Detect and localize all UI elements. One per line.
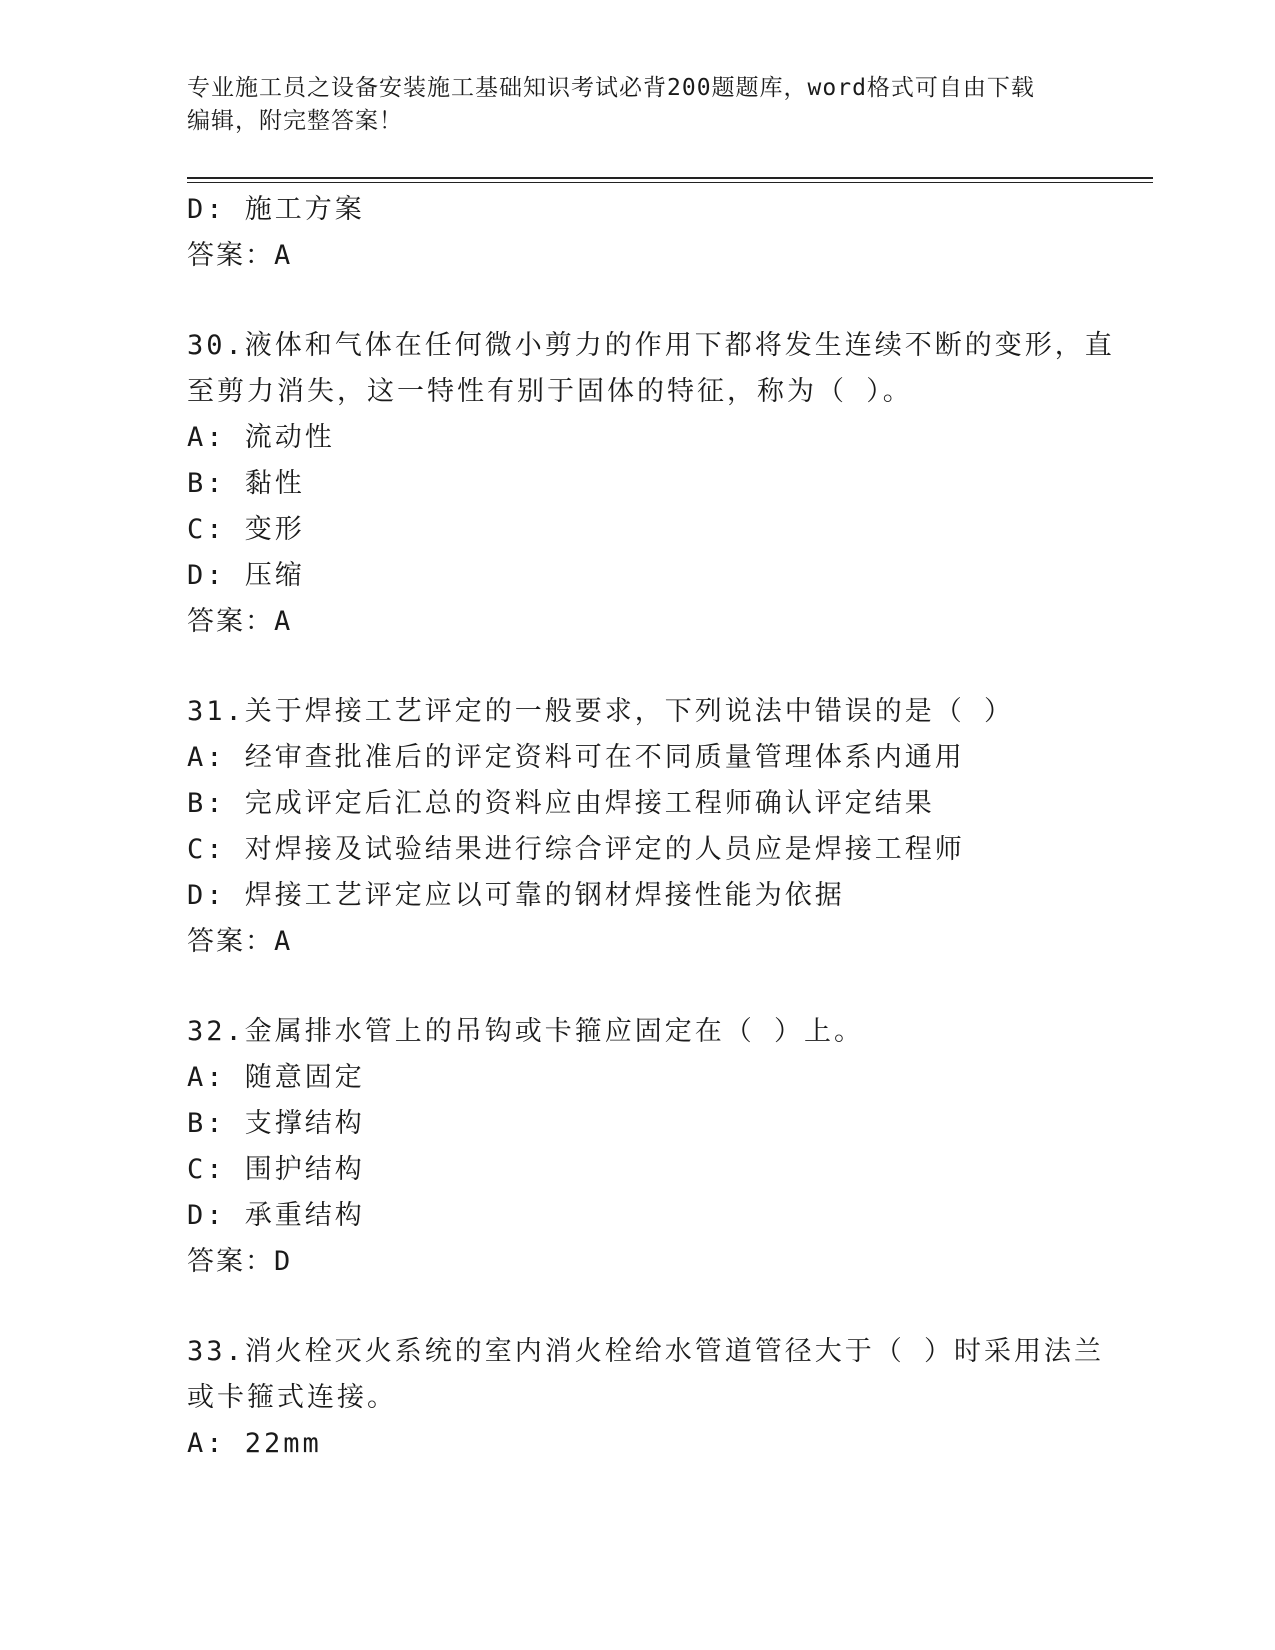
answer-label: 答案： xyxy=(187,1246,274,1277)
answer-label: 答案： xyxy=(187,606,274,637)
answer-value: D xyxy=(274,1246,294,1277)
question-stem: 30.液体和气体在任何微小剪力的作用下都将发生连续不断的变形，直 xyxy=(187,330,1115,361)
answer-line xyxy=(187,1239,1087,1285)
answer-value: A xyxy=(274,926,294,957)
option-b: B: 黏性 xyxy=(187,468,305,499)
option-d: D: 施工方案 xyxy=(187,194,365,225)
header-divider xyxy=(187,177,1153,179)
answer-line xyxy=(187,919,1087,965)
option-b: B: 支撑结构 xyxy=(187,1108,365,1139)
question-30 xyxy=(187,323,1115,645)
answer-value: A xyxy=(274,240,294,271)
question-stem: 33.消火栓灭火系统的室内消火栓给水管道管径大于（ ）时采用法兰 xyxy=(187,1336,1105,1367)
question-stem-continued: 或卡箍式连接。 xyxy=(187,1382,397,1413)
option-b: B: 完成评定后汇总的资料应由焊接工程师确认评定结果 xyxy=(187,788,935,819)
question-31 xyxy=(187,689,1087,965)
option-a: A: 流动性 xyxy=(187,422,335,453)
option-a: A: 经审查批准后的评定资料可在不同质量管理体系内通用 xyxy=(187,742,965,773)
question-33 xyxy=(187,1329,1105,1467)
option-a: A: 22mm xyxy=(187,1428,322,1459)
header-title-line-2: 编辑，附完整答案！ xyxy=(187,108,403,134)
answer-label: 答案： xyxy=(187,926,274,957)
answer-line xyxy=(187,233,1087,279)
option-c: C: 变形 xyxy=(187,514,305,545)
option-c: C: 对焊接及试验结果进行综合评定的人员应是焊接工程师 xyxy=(187,834,965,865)
answer-value: A xyxy=(274,606,294,637)
question-stem: 32.金属排水管上的吊钩或卡箍应固定在（ ）上。 xyxy=(187,1016,865,1047)
option-d: D: 压缩 xyxy=(187,560,305,591)
answer-label: 答案： xyxy=(187,240,274,271)
question-stem: 31.关于焊接工艺评定的一般要求，下列说法中错误的是（ ） xyxy=(187,696,1015,727)
header-title-line-1: 专业施工员之设备安装施工基础知识考试必背200题题库，word格式可自由下载 xyxy=(187,75,1035,101)
document-header xyxy=(187,72,1087,138)
option-c: C: 围护结构 xyxy=(187,1154,365,1185)
question-32 xyxy=(187,1009,1087,1285)
question-list xyxy=(187,187,1115,1467)
question-stem-continued: 至剪力消失，这一特性有别于固体的特征，称为（ ）。 xyxy=(187,376,913,407)
header-divider-thin xyxy=(187,182,1153,183)
option-d: D: 焊接工艺评定应以可靠的钢材焊接性能为依据 xyxy=(187,880,845,911)
answer-line xyxy=(187,599,1087,645)
option-d: D: 承重结构 xyxy=(187,1200,365,1231)
option-a: A: 随意固定 xyxy=(187,1062,365,1093)
